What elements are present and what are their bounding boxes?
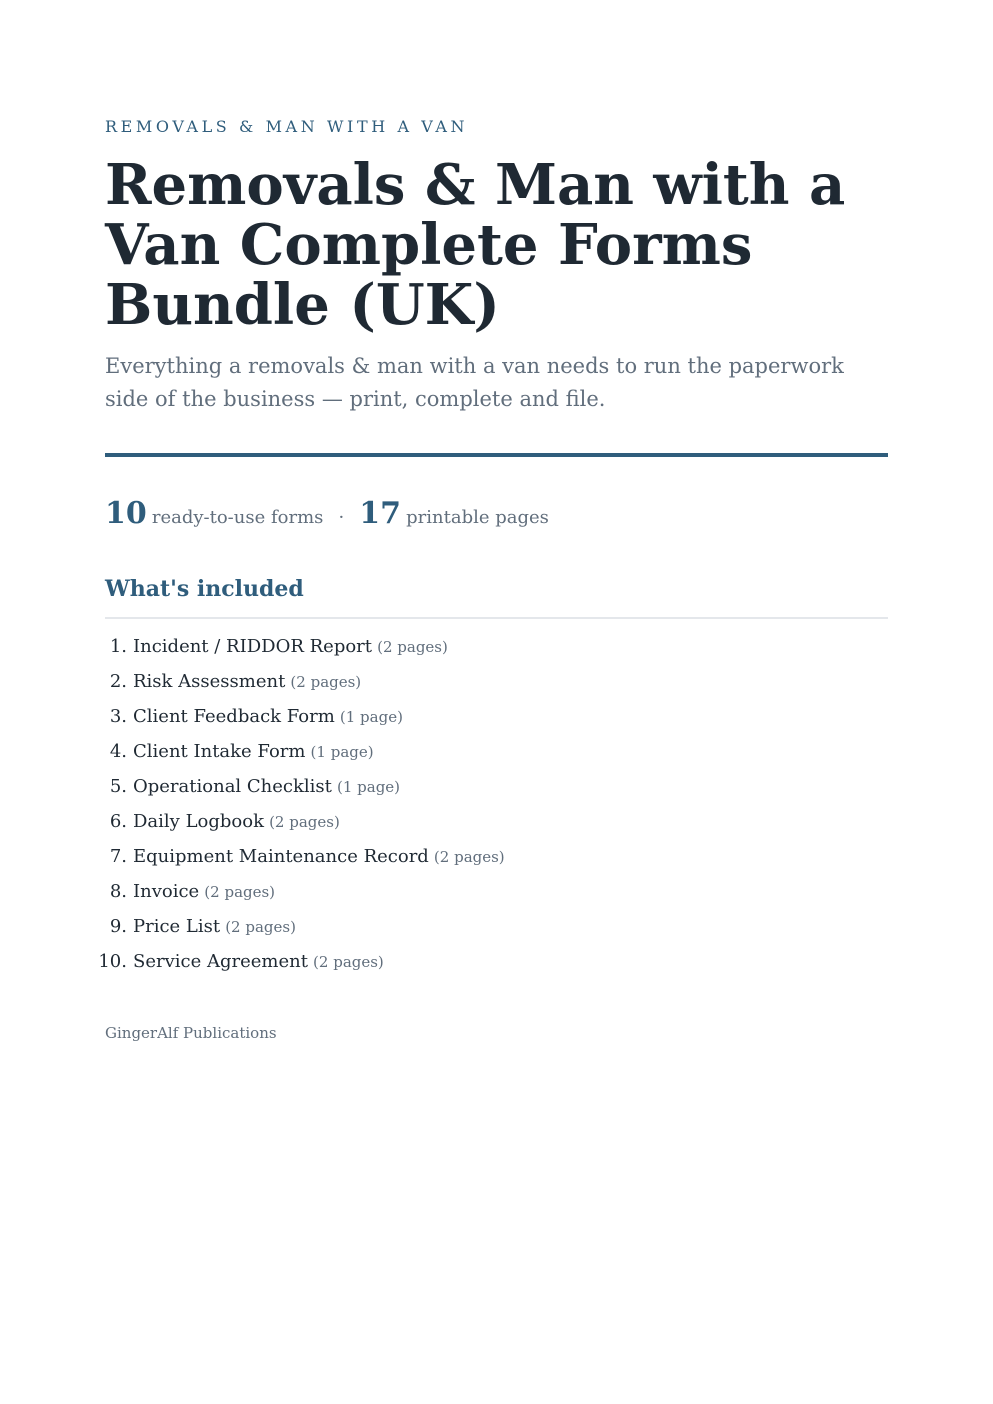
list-item-pages: (2 pages) (433, 848, 505, 866)
list-item-pages: (2 pages) (313, 953, 384, 971)
list-item-pages: (2 pages) (290, 673, 362, 691)
list-item-number: 9. (109, 916, 127, 937)
list-item-name: Service Agreement (133, 951, 308, 972)
list-item-pages: (2 pages) (377, 638, 448, 656)
list-item-name: Price List (133, 916, 221, 937)
list-item (105, 772, 477, 807)
list-item (105, 877, 477, 912)
list-item (105, 737, 477, 772)
list-item-number: 2. (109, 671, 127, 692)
publisher-name: GingerAlf Publications (105, 1024, 277, 1042)
list-item-name: Operational Checklist (133, 776, 332, 797)
pages-count: 17 (359, 496, 402, 531)
category-eyebrow: REMOVALS & MAN WITH A VAN (105, 117, 469, 136)
list-item-name: Risk Assessment (133, 671, 286, 692)
forms-list (98, 632, 505, 982)
list-item-number: 4. (109, 741, 127, 762)
forms-count: 10 (105, 496, 147, 531)
list-item (98, 947, 477, 982)
list-item-number: 10. (98, 951, 127, 972)
section-divider (105, 617, 888, 619)
list-item-number: 7. (109, 846, 127, 867)
list-item (105, 912, 477, 947)
list-item-pages: (1 page) (336, 778, 401, 796)
list-item-name: Invoice (133, 881, 200, 902)
list-item-number: 1. (109, 636, 127, 657)
list-item-number: 8. (109, 881, 127, 902)
list-item-number: 5. (109, 776, 127, 797)
document-subtitle: Everything a removals & man with a van needs to run the paperwork side of the business — print, complete and file. (105, 354, 844, 411)
list-item-name: Incident / RIDDOR Report (133, 636, 373, 657)
list-item-name: Client Feedback Form (133, 706, 335, 727)
forms-count-label: ready-to-use forms (151, 507, 324, 528)
list-item-name: Equipment Maintenance Record (133, 846, 429, 867)
list-item (105, 667, 477, 702)
list-item-number: 6. (109, 811, 127, 832)
list-item-name: Client Intake Form (133, 741, 306, 762)
list-item-pages: (2 pages) (204, 883, 276, 901)
document-title: Removals & Man with a Van Complete Forms Bundle (UK) (105, 152, 846, 338)
list-item-pages: (1 page) (339, 708, 403, 726)
header-divider (105, 453, 888, 457)
list-item (105, 632, 477, 667)
list-item-pages: (2 pages) (225, 918, 296, 936)
bundle-stats (105, 496, 549, 531)
stats-separator: · (338, 507, 345, 528)
pages-count-label: printable pages (406, 507, 549, 528)
list-item (105, 807, 477, 842)
list-item-pages: (2 pages) (269, 813, 340, 831)
list-item-number: 3. (109, 706, 127, 727)
list-item (105, 842, 505, 877)
list-item-name: Daily Logbook (133, 811, 264, 832)
included-section-title: What's included (105, 576, 304, 602)
list-item (105, 702, 477, 737)
list-item-pages: (1 page) (310, 743, 374, 761)
